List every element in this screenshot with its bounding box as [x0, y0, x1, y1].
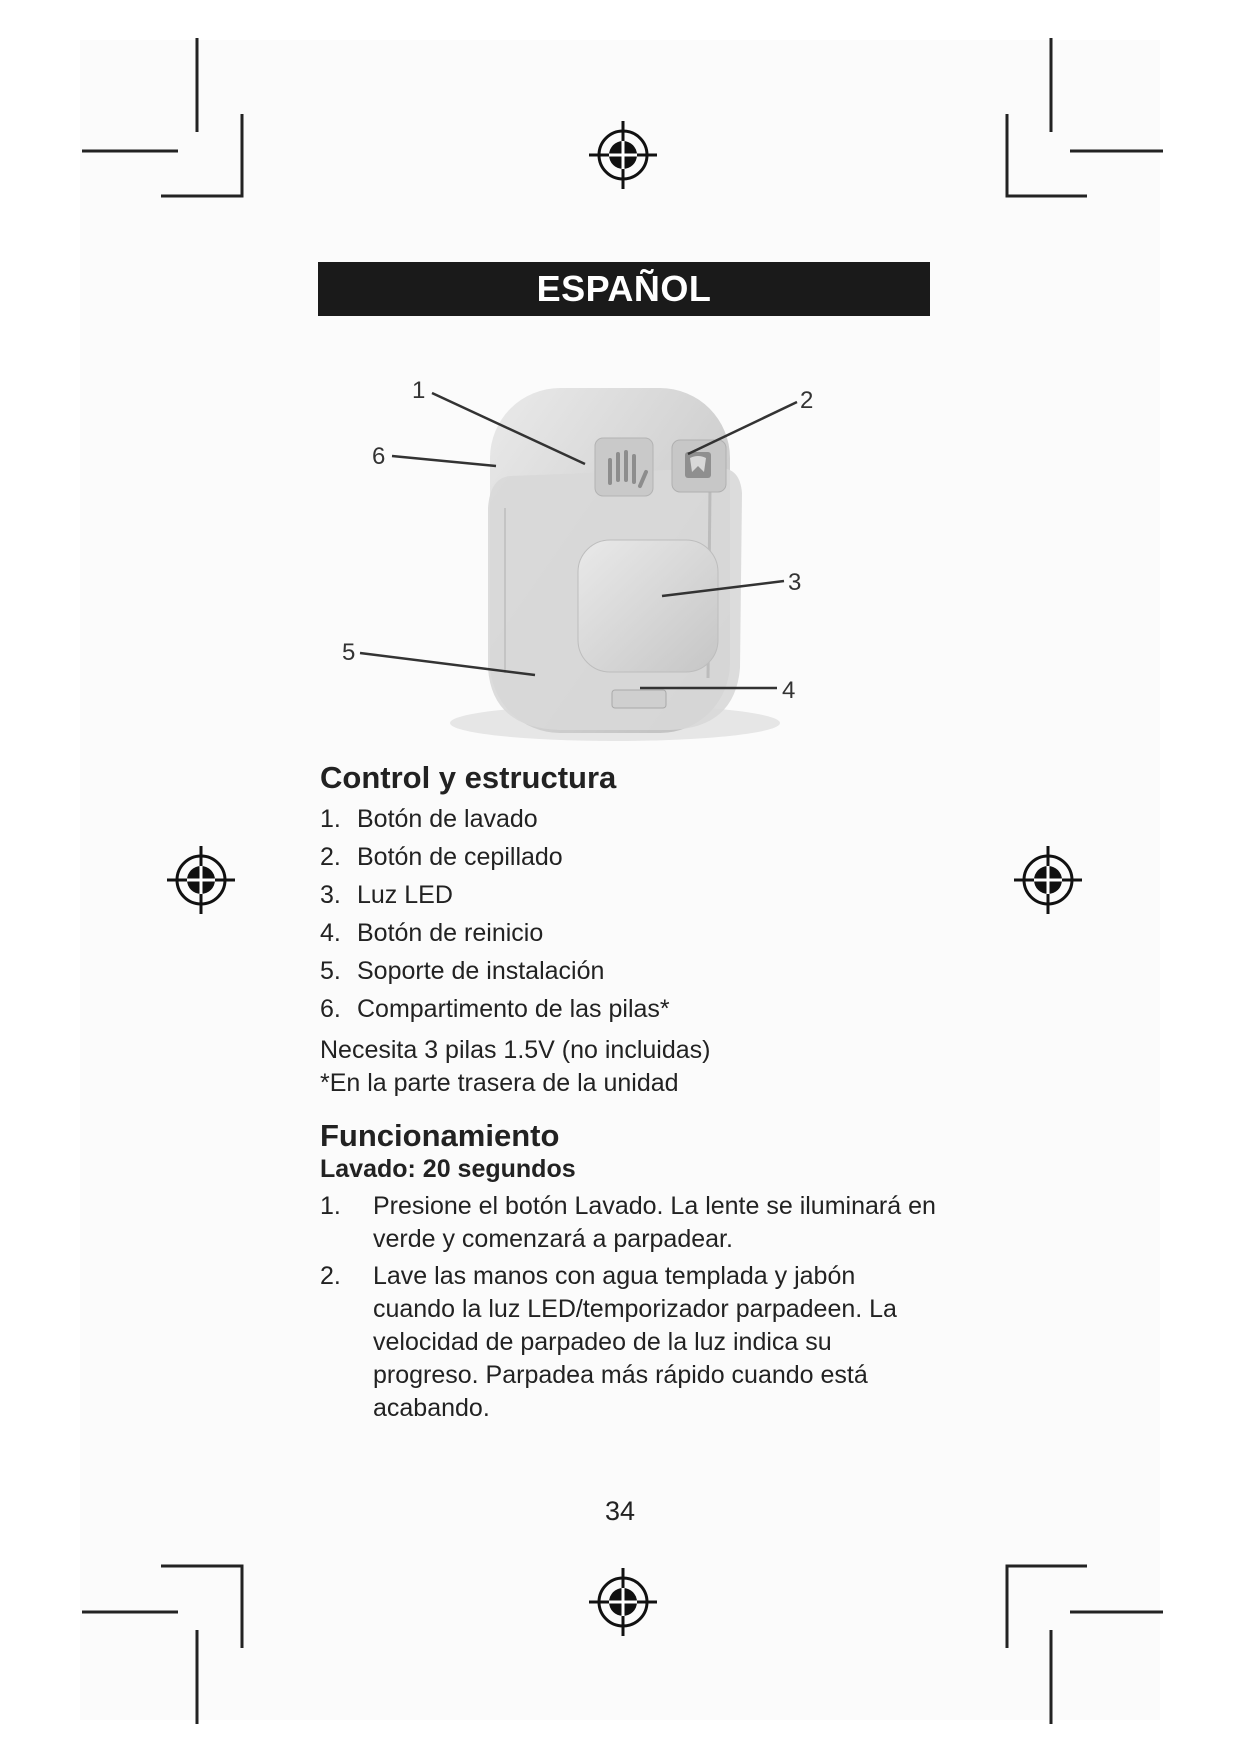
list-item: 1. Presione el botón Lavado. La lente se iluminará en verde y comenzará a parpadear.: [320, 1192, 936, 1253]
subsection-title-wash: Lavado: 20 segundos: [320, 1155, 576, 1183]
callout-4: 4: [782, 677, 796, 704]
led-light: [578, 540, 718, 672]
reset-button: [612, 690, 666, 708]
list-item: 1. Botón de lavado: [320, 805, 538, 833]
crop-mark-bottom-right: [1007, 1566, 1163, 1724]
crop-mark-bottom-left: [82, 1566, 242, 1724]
registration-target-right: [1014, 846, 1082, 914]
callout-6: 6: [372, 443, 386, 470]
callout-3: 3: [788, 569, 802, 596]
registration-target-bottom: [589, 1568, 657, 1636]
list-item: 5. Soporte de instalación: [320, 957, 605, 985]
crop-mark-top-right: [1007, 38, 1163, 196]
steps-list: [320, 1190, 940, 1425]
device-illustration: [340, 368, 860, 748]
list-item: 3. Luz LED: [320, 881, 453, 909]
language-banner: ESPAÑOL: [318, 262, 930, 316]
callout-2: 2: [800, 387, 814, 414]
battery-note: Necesita 3 pilas 1.5V (no incluidas) *En la parte trasera de la unidad: [320, 1036, 711, 1097]
crop-mark-top-left: [82, 38, 242, 196]
section-title-operation: Funcionamiento: [320, 1118, 560, 1153]
list-item: 6. Compartimento de las pilas*: [320, 995, 670, 1023]
registration-target-left: [167, 846, 235, 914]
list-item: 2. Lave las manos con agua templada y jabón cuando la luz LED/temporizador parpadeen. La velocidad de parpadeo de la luz indica su progreso. Parpadea más rápido cuando está acabando.: [320, 1262, 897, 1422]
list-item: 4. Botón de reinicio: [320, 919, 544, 947]
page-number: 34: [604, 1496, 636, 1526]
list-item: 2. Botón de cepillado: [320, 843, 563, 871]
section-title-controls: Control y estructura: [320, 760, 617, 795]
main-content: [320, 760, 940, 1429]
callout-5: 5: [342, 639, 356, 666]
callout-1: 1: [412, 377, 426, 404]
registration-target-top: [589, 121, 657, 189]
parts-list: [320, 800, 940, 1028]
